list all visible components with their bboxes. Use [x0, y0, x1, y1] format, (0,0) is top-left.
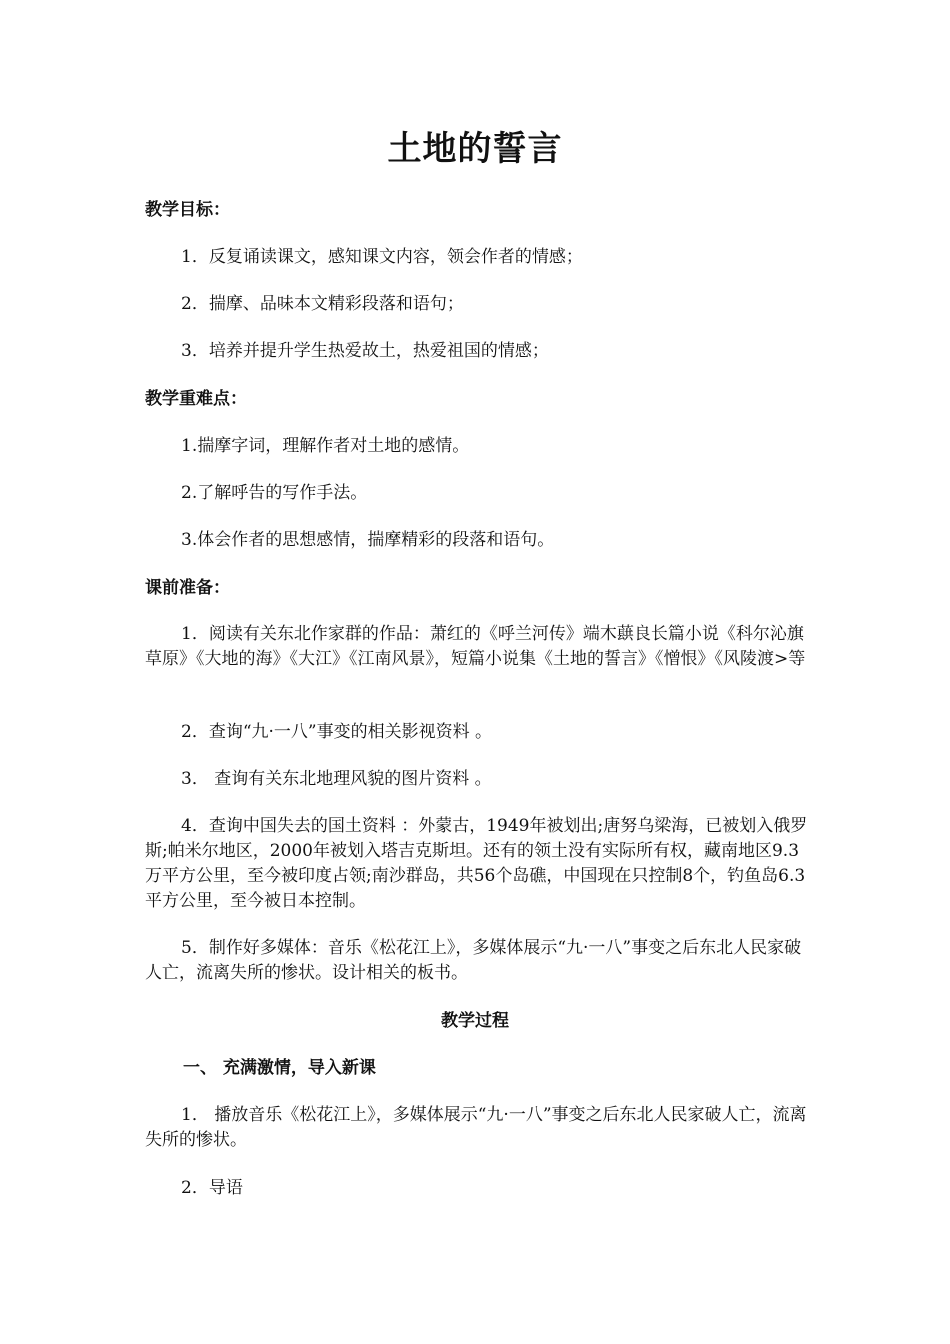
prep-item: 3． 查询有关东北地理风貌的图片资料 。 — [181, 769, 492, 789]
goals-heading: 教学目标： — [145, 200, 230, 220]
prep-item: 2．查询“九·一八”事变的相关影视资料 。 — [181, 722, 493, 742]
goal-item: 1．反复诵读课文，感知课文内容，领会作者的情感； — [181, 247, 583, 267]
part1-heading: 一、 充满激情，导入新课 — [183, 1058, 376, 1078]
prep-item: 4．查询中国失去的国土资料 ：外蒙古，1949年被划出;唐努乌梁海，已被划入俄罗斯;帕米尔地区，2000年被划入塔吉克斯坦。还有的领土没有实际所有权，藏南地区9.3万平方公里，至今被印度占领;南沙群岛，共56个岛礁，中国现在只控制8个，钓鱼岛6.3平方公里，至今被日本控制。 — [145, 816, 808, 911]
part1-item: 1． 播放音乐《松花江上》，多媒体展示“九·一八”事变之后东北人民家破人亡，流离失所的惨状。 — [145, 1105, 807, 1150]
difficulty-item: 3.体会作者的思想感情，揣摩精彩的段落和语句。 — [181, 530, 555, 550]
difficulty-item: 2.了解呼告的写作手法。 — [181, 483, 368, 503]
goal-item: 2．揣摩、品味本文精彩段落和语句； — [181, 294, 464, 314]
prep-item: 1．阅读有关东北作家群的作品：萧红的《呼兰河传》端木蕻良长篇小说《科尔沁旗草原》《大地的海》《大江》《江南风景》，短篇小说集《土地的誓言》《憎恨》《风陵渡>等 — [145, 624, 806, 669]
document-title: 土地的誓言 — [387, 129, 563, 169]
difficulty-item: 1.揣摩字词，理解作者对土地的感情。 — [181, 436, 470, 456]
part1-item: 2．导语 — [181, 1178, 243, 1198]
prep-heading: 课前准备： — [145, 578, 230, 598]
prep-item: 5．制作好多媒体：音乐《松花江上》，多媒体展示“九·一八”事变之后东北人民家破人亡，流离失所的惨状。设计相关的板书。 — [145, 938, 802, 983]
difficulty-heading: 教学重难点： — [145, 389, 247, 409]
process-heading: 教学过程 — [441, 1011, 509, 1031]
goal-item: 3．培养并提升学生热爱故土，热爱祖国的情感； — [181, 341, 549, 361]
